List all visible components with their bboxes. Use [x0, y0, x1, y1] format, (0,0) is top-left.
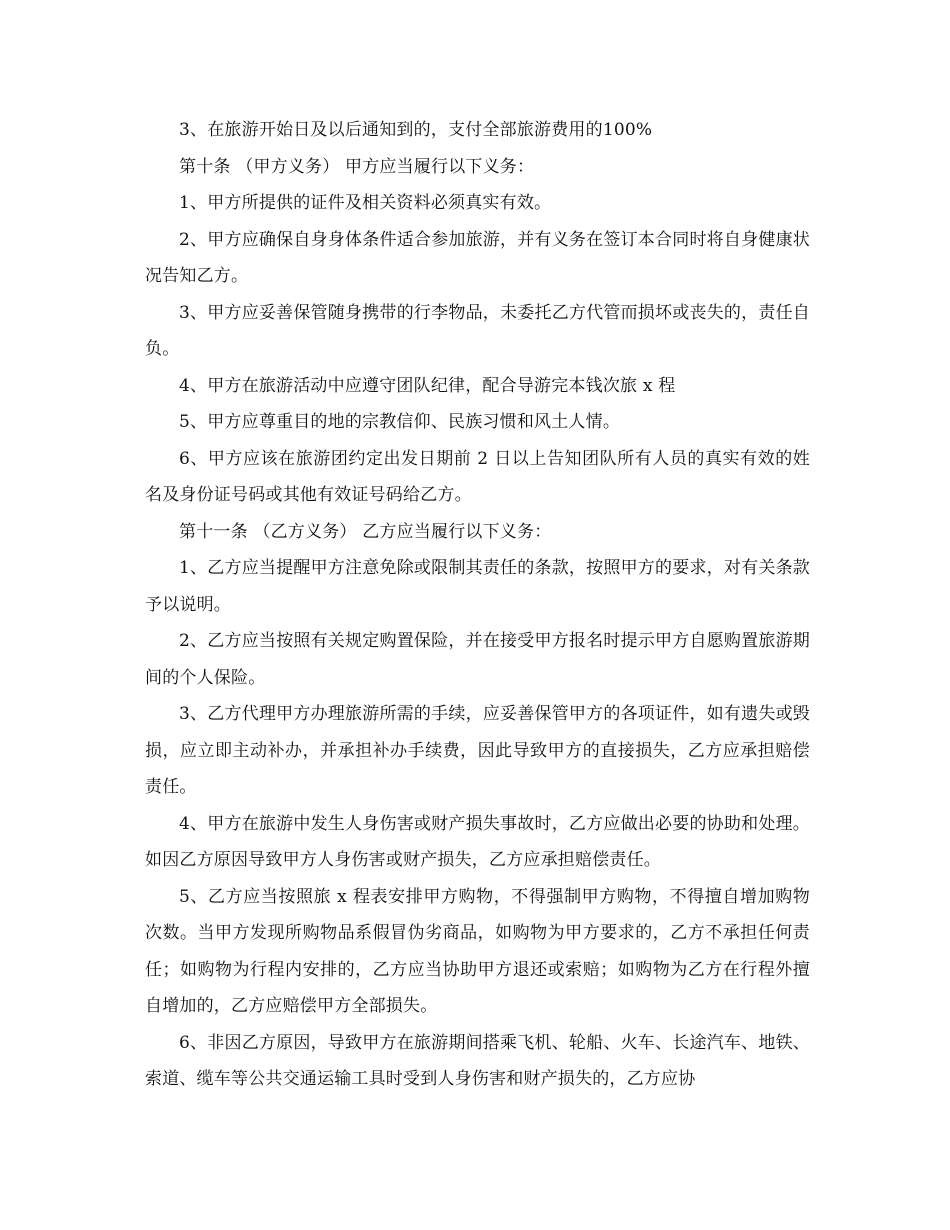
paragraph-party-a-item-5: 5、甲方应尊重目的地的宗教信仰、民族习惯和风土人情。 [179, 412, 621, 432]
paragraph-clause-9-item-3: 3、在旅游开始日及以后通知到的，支付全部旅游费用的100% [179, 120, 653, 140]
paragraph-party-b-item-5: 5、乙方应当按照旅 x 程表安排甲方购物，不得强制甲方购物，不得擅自增加购物次数。当甲方发现所购物品系假冒伪劣商品，如购物为甲方要求的，乙方不承担任何责任；如购物为行程内安排的，乙方应当协助甲方退还或索赔；如购物为乙方在行程外擅自增加的，乙方应赔偿甲方全部损失。 [145, 886, 810, 1016]
paragraph-party-a-item-2: 2、甲方应确保自身身体条件适合参加旅游，并有义务在签订本合同时将自身健康状况告知乙方。 [145, 229, 810, 286]
paragraph-party-a-item-3: 3、甲方应妥善保管随身携带的行李物品，未委托乙方代管而损坏或丧失的，责任自负。 [145, 302, 810, 359]
paragraph-party-b-item-2: 2、乙方应当按照有关规定购置保险，并在接受甲方报名时提示甲方自愿购置旅游期间的个人保险。 [145, 631, 810, 688]
paragraph-party-b-item-3: 3、乙方代理甲方办理旅游所需的手续，应妥善保管甲方的各项证件，如有遗失或毁损，应立即主动补办，并承担补办手续费，因此导致甲方的直接损失，乙方应承担赔偿责任。 [145, 704, 810, 797]
paragraph-party-b-item-6: 6、非因乙方原因，导致甲方在旅游期间搭乘飞机、轮船、火车、长途汽车、地铁、索道、缆车等公共交通运输工具时受到人身伤害和财产损失的，乙方应协 [145, 1032, 810, 1089]
paragraph-party-b-item-4: 4、甲方在旅游中发生人身伤害或财产损失事故时，乙方应做出必要的协助和处理。如因乙方原因导致甲方人身伤害或财产损失，乙方应承担赔偿责任。 [145, 813, 810, 870]
article-11-heading: 第十一条 （乙方义务） 乙方应当履行以下义务： [179, 521, 552, 542]
paragraph-party-a-item-4: 4、甲方在旅游活动中应遵守团队纪律，配合导游完本钱次旅 x 程 [179, 375, 676, 396]
paragraph-party-a-item-6: 6、甲方应该在旅游团约定出发日期前 2 日以上告知团队所有人员的真实有效的姓名及身份证号码或其他有效证号码给乙方。 [145, 448, 810, 505]
article-10-heading: 第十条 （甲方义务） 甲方应当履行以下义务： [179, 156, 535, 177]
paragraph-party-a-item-1: 1、甲方所提供的证件及相关资料必须真实有效。 [179, 193, 552, 213]
paragraph-party-b-item-1: 1、乙方应当提醒甲方注意免除或限制其责任的条款，按照甲方的要求，对有关条款予以说明。 [145, 558, 810, 615]
document-body [145, 112, 810, 1098]
